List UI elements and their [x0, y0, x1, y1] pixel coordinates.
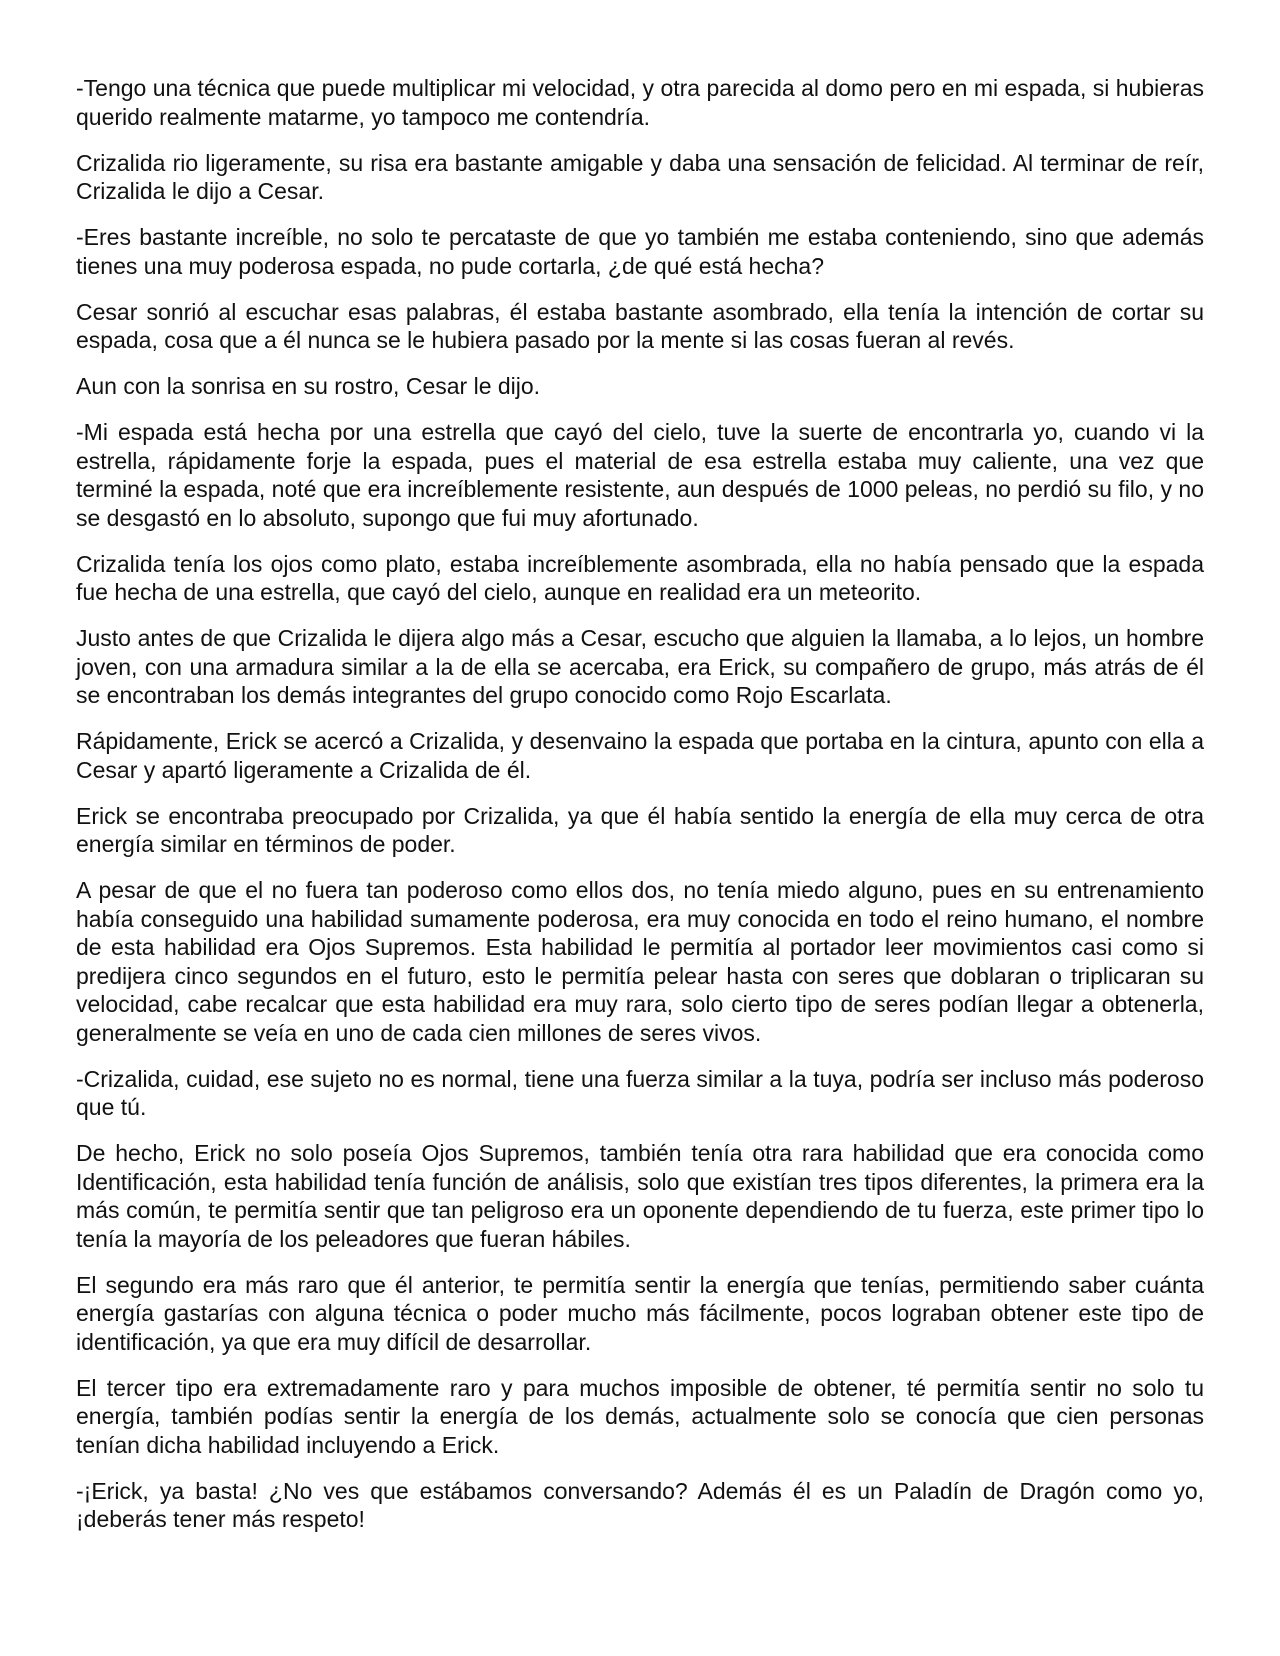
paragraph-10: Erick se encontraba preocupado por Crizalida, ya que él había sentido la energía de ella muy cerca de otra energía similar en términos de poder. [76, 802, 1204, 857]
paragraph-9: Rápidamente, Erick se acercó a Crizalida, y desenvaino la espada que portaba en la cintura, apunto con ella a Cesar y apartó ligeramente a Crizalida de él. [76, 728, 1204, 783]
paragraph-13: De hecho, Erick no solo poseía Ojos Supremos, también tenía otra rara habilidad que era conocida como Identificación, esta habilidad tenía función de análisis, solo que existían tres tipos diferentes, la primera era la más común, te permitía sentir que tan peligroso era un oponente dependiendo de tu fuerza, este primer tipo lo tenía la mayoría de los peleadores que fueran hábiles. [76, 1140, 1204, 1252]
paragraph-4: Cesar sonrió al escuchar esas palabras, él estaba bastante asombrado, ella tenía la intención de cortar su espada, cosa que a él nunca se le hubiera pasado por la mente si las cosas fueran al revés. [76, 298, 1204, 353]
paragraph-5: Aun con la sonrisa en su rostro, Cesar le dijo. [76, 373, 541, 399]
paragraph-8: Justo antes de que Crizalida le dijera algo más a Cesar, escucho que alguien la llamaba, a lo lejos, un hombre joven, con una armadura similar a la de ella se acercaba, era Erick, su compañero de grupo, más atrás de él se encontraban los demás integrantes del grupo conocido como Rojo Escarlata. [76, 625, 1204, 708]
paragraph-12: -Crizalida, cuidad, ese sujeto no es normal, tiene una fuerza similar a la tuya, podría ser incluso más poderoso que tú. [76, 1065, 1204, 1120]
paragraph-3: -Eres bastante increíble, no solo te percataste de que yo también me estaba conteniendo, sino que además tienes una muy poderosa espada, no pude cortarla, ¿de qué está hecha? [76, 224, 1204, 279]
paragraph-16: -¡Erick, ya basta! ¿No ves que estábamos conversando? Además él es un Paladín de Dragón como yo, ¡deberás tener más respeto! [76, 1477, 1204, 1532]
paragraph-1: -Tengo una técnica que puede multiplicar mi velocidad, y otra parecida al domo pero en mi espada, si hubieras querido realmente matarme, yo tampoco me contendría. [76, 75, 1204, 130]
paragraph-7: Crizalida tenía los ojos como plato, estaba increíblemente asombrada, ella no había pensado que la espada fue hecha de una estrella, que cayó del cielo, aunque en realidad era un meteorito. [76, 550, 1204, 605]
paragraph-15: El tercer tipo era extremadamente raro y para muchos imposible de obtener, té permitía sentir no solo tu energía, también podías sentir la energía de los demás, actualmente solo se conocía que cien personas tenían dicha habilidad incluyendo a Erick. [76, 1374, 1204, 1458]
paragraph-6: -Mi espada está hecha por una estrella que cayó del cielo, tuve la suerte de encontrarla yo, cuando vi la estrella, rápidamente forje la espada, pues el material de esa estrella estaba muy caliente, una vez que terminé la espada, noté que era increíblemente resistente, aun después de 1000 peleas, no perdió su filo, y no se desgastó en lo absoluto, supongo que fui muy afortunado. [76, 419, 1204, 531]
paragraph-2: Crizalida rio ligeramente, su risa era bastante amigable y daba una sensación de felicidad. Al terminar de reír, Crizalida le dijo a Cesar. [76, 149, 1204, 204]
paragraph-11: A pesar de que el no fuera tan poderoso como ellos dos, no tenía miedo alguno, pues en su entrenamiento había conseguido una habilidad sumamente poderosa, era muy conocida en todo el reino humano, el nombre de esta habilidad era Ojos Supremos. Esta habilidad le permitía al portador leer movimientos casi como si predijera cinco segundos en el futuro, esto le permitía pelear hasta con seres que doblaran o triplicaran su velocidad, cabe recalcar que esta habilidad era muy rara, solo cierto tipo de seres podían llegar a obtenerla, generalmente se veía en uno de cada cien millones de seres vivos. [76, 877, 1204, 1046]
paragraph-14: El segundo era más raro que él anterior, te permitía sentir la energía que tenías, permitiendo saber cuánta energía gastarías con alguna técnica o poder mucho más fácilmente, pocos lograban obtener este tipo de identificación, ya que era muy difícil de desarrollar. [76, 1271, 1204, 1355]
